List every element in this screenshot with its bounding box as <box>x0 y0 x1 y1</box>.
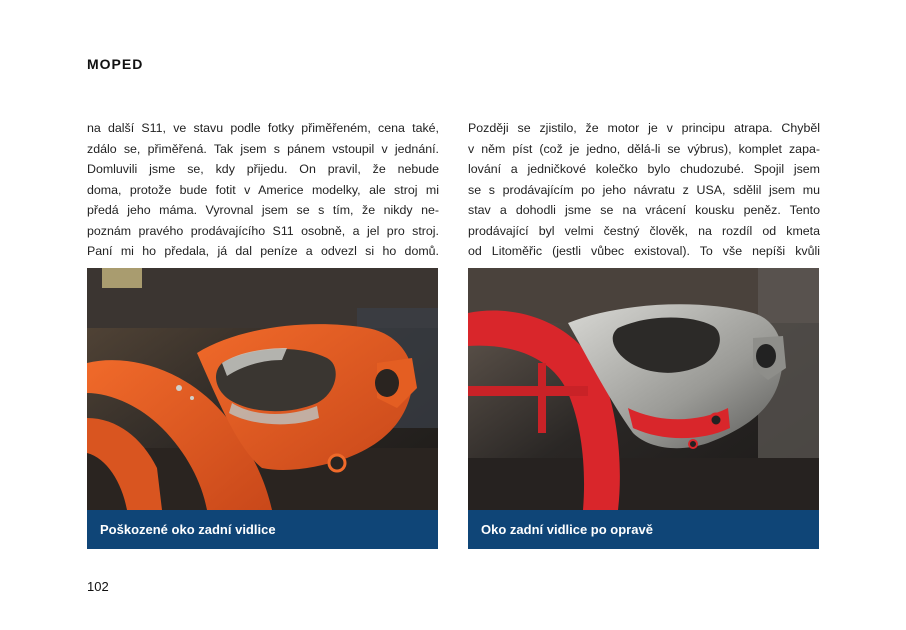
running-header: MOPED <box>87 56 144 72</box>
page-number: 102 <box>87 579 109 594</box>
figure-caption: Poškozené oko zadní vidlice <box>87 510 438 549</box>
left-column <box>87 118 439 262</box>
photo-damaged-eyelet <box>87 268 438 510</box>
photo-repaired-eyelet <box>468 268 819 510</box>
right-column-text: Později se zjistilo, že motor je v principu atrapa. Chyběl v něm píst (což je jedno, dělá-li se výbrus), komplet zapa- lování a jedničkové kolečko bylo chudozubé. Spojil jsem se s prodávajícím po jeho návratu z USA, sdělil jsem mu stav a dohodli jsme se na vrácení kousku peněz. Tento prodávající byl velmi čestný člověk, na rozdíl od kmeta od Litoměřic (jestli vůbec existoval). To vše nepíši kvůli <box>468 121 820 258</box>
left-column-text: na další S11, ve stavu podle fotky přiměřeném, cena také, zdálo se, přiměřená. Tak jsem s pánem vstoupil v jednání. Domluvili jsme se, kdy přijedu. On pravil, že nebude doma, protože bude fotit v Americe modelky, ale stroj mi předá jeho máma. Vyrovnal jsem se s tím, že nikdy ne- poznám pravého prodávajícího S11 osobně, a jel pro stroj. Paní mi ho předala, já dal peníze a odvezl si ho domů. <box>87 121 439 258</box>
right-column <box>468 118 820 262</box>
figure-damaged-eyelet <box>87 268 438 549</box>
figure-repaired-eyelet <box>468 268 819 549</box>
figure-caption: Oko zadní vidlice po opravě <box>468 510 819 549</box>
